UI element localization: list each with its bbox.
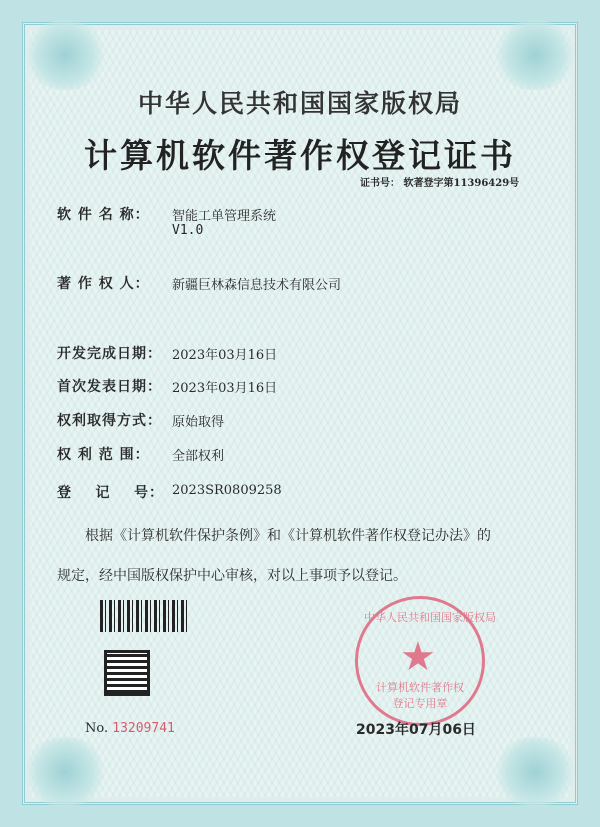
registration-number: 2023SR0809258: [172, 483, 282, 498]
statement-line: 根据《计算机软件保护条例》和《计算机软件著作权登记办法》的: [85, 528, 491, 544]
copyright-owner: 新疆巨林森信息技术有限公司: [172, 278, 342, 293]
field-label: 权 利 范 围：: [57, 447, 150, 463]
corner-ornament: [490, 20, 580, 90]
field-label: 首次发表日期：: [57, 379, 162, 395]
software-version: V1.0: [172, 223, 204, 238]
field-label: 开发完成日期：: [57, 346, 162, 362]
barcode: [100, 600, 190, 632]
field-label: 软 件 名 称：: [57, 207, 150, 223]
seal-text: 登记专用章: [392, 697, 448, 710]
star-icon: ★: [400, 634, 436, 680]
serial-number: No. 13209741: [85, 721, 175, 736]
certificate-title: 计算机软件著作权登记证书: [84, 136, 516, 175]
rights-scope: 全部权利: [172, 449, 225, 464]
corner-ornament: [20, 20, 110, 90]
issue-date: 2023年07月06日: [356, 722, 476, 738]
field-label: 权利取得方式：: [57, 413, 162, 429]
acquisition-method: 原始取得: [172, 415, 225, 430]
field-label: 登 记 号：: [57, 485, 164, 501]
completion-date: 2023年03月16日: [172, 348, 278, 363]
qr-code: [104, 650, 150, 696]
certificate-number: 证书号： 软著登字第11396429号: [360, 178, 520, 189]
authority-title: 中华人民共和国国家版权局: [137, 89, 462, 118]
official-seal: [355, 596, 496, 726]
software-name: 智能工单管理系统: [172, 209, 277, 224]
statement-line: 规定，经中国版权保护中心审核，对以上事项予以登记。: [57, 568, 407, 584]
field-label: 著 作 权 人：: [57, 276, 150, 292]
seal-text: 计算机软件著作权: [376, 681, 464, 694]
corner-ornament: [490, 737, 580, 807]
seal-arc-text: 中华人民共和国国家版权局: [364, 611, 496, 624]
publish-date: 2023年03月16日: [172, 381, 278, 396]
corner-ornament: [20, 737, 110, 807]
